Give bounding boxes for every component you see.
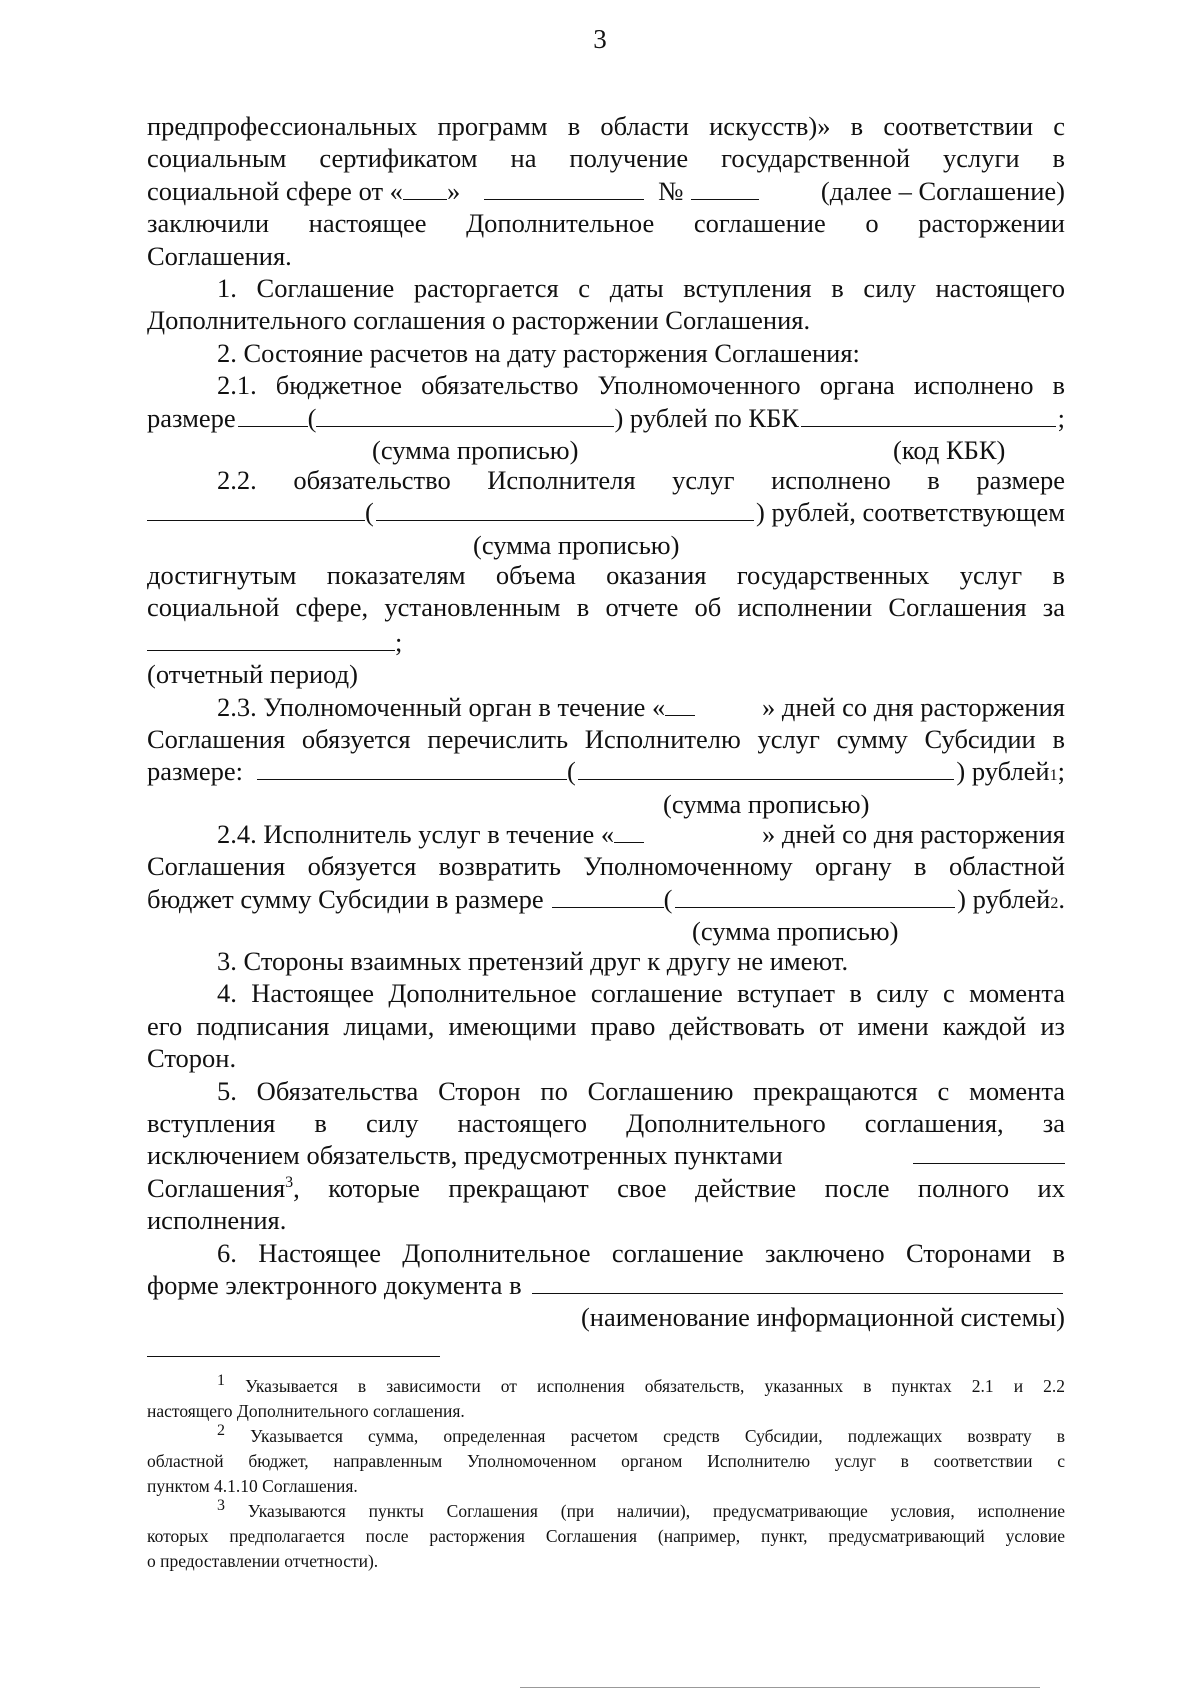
clause-2-3-caption bbox=[147, 788, 1065, 818]
clause-5-line-5: исполнения. bbox=[147, 1205, 287, 1236]
rubles-text: ) рублей bbox=[956, 756, 1050, 787]
amount-words-blank bbox=[578, 757, 955, 780]
footnote-2-text: Указывается сумма, определенная расчетом средств Субсидии, подлежащих возврату в bbox=[250, 1426, 1066, 1446]
date-prefix: социальной сфере от « bbox=[147, 175, 403, 206]
clause-2-4-caption bbox=[147, 915, 1065, 945]
open-paren: ( bbox=[365, 497, 374, 528]
clause-2-3-line-1 bbox=[147, 691, 1065, 723]
clause-3: 3. Стороны взаимных претензий друг к другу не имеют. bbox=[217, 945, 849, 976]
clause-5-line-4 bbox=[147, 1172, 1065, 1204]
clause-2-2-line-2 bbox=[147, 496, 1065, 528]
clause-4-line-2: его подписания лицами, имеющими право действовать от имени каждой из bbox=[147, 1010, 1065, 1041]
footnote-3-line-3: о предоставлении отчетности). bbox=[147, 1551, 379, 1571]
footnote-1-line-2: настоящего Дополнительного соглашения. bbox=[147, 1401, 465, 1421]
clause-2-4-text-a: 2.4. Исполнитель услуг в течение « bbox=[217, 818, 615, 849]
number-blank bbox=[691, 177, 759, 200]
open-paren: ( bbox=[307, 402, 317, 433]
intro-line-1: предпрофессиональных программ в области искусств)» в соответствии с bbox=[147, 111, 1065, 141]
period: . bbox=[1058, 883, 1065, 914]
clause-1-line-1: 1. Соглашение расторгается с даты вступления в силу настоящего bbox=[217, 273, 1065, 304]
clause-5-text-b: , которые прекращают свое действие после полного их bbox=[293, 1172, 1065, 1203]
clause-1-line-2: Дополнительного соглашения о расторжении Соглашения. bbox=[147, 305, 811, 336]
clause-2-1-captions bbox=[147, 434, 1065, 464]
clause-2-4-line-1 bbox=[147, 818, 1065, 850]
footnote-1-line-1 bbox=[147, 1374, 1065, 1399]
semicolon: ; bbox=[1057, 402, 1065, 433]
footnote-3-line-2: которых предполагается после расторжения Соглашения (например, пункт, предусматривающий условие bbox=[147, 1526, 1065, 1546]
reporting-period-blank bbox=[147, 628, 395, 651]
clause-2-2-line-1: 2.2. обязательство Исполнителя услуг исполнено в размере bbox=[217, 465, 1065, 496]
date-blank bbox=[484, 177, 644, 200]
intro-line-2: социальным сертификатом на получение государственной услуги в bbox=[147, 143, 1065, 174]
clause-5-line-3 bbox=[147, 1139, 1065, 1171]
page-bottom-rule bbox=[520, 1687, 1040, 1688]
amount-words-blank bbox=[316, 404, 614, 427]
clause-2-2-line-4: социальной сфере, установленным в отчете об исполнении Соглашения за bbox=[147, 592, 1065, 623]
hereinafter-text: (далее – Соглашение) bbox=[820, 175, 1065, 206]
rubles-kbk-text: ) рублей по КБК bbox=[614, 402, 799, 433]
amount-label: бюджет сумму Субсидии в размере bbox=[147, 883, 544, 914]
date-close-quote: » bbox=[446, 175, 461, 206]
clause-2-3-text-b: » дней со дня расторжения bbox=[761, 691, 1065, 722]
footnote-3-text: Указываются пункты Соглашения (при наличии), предусматривающие условия, исполнение bbox=[247, 1501, 1065, 1521]
footnote-1-number: 1 bbox=[217, 1372, 225, 1390]
kbk-blank bbox=[801, 404, 1056, 427]
amount-words-blank bbox=[675, 885, 956, 908]
clause-2-2-line-5 bbox=[147, 626, 1065, 658]
open-paren: ( bbox=[567, 756, 576, 787]
footnote-3-number: 3 bbox=[217, 1497, 225, 1515]
semicolon: ; bbox=[1057, 756, 1065, 787]
clause-2-1-line-2 bbox=[147, 402, 1065, 434]
caption-amount-words: (сумма прописью) bbox=[663, 788, 870, 819]
footnote-2-line-3: пунктом 4.1.10 Соглашения. bbox=[147, 1476, 358, 1496]
clause-6-text: форме электронного документа в bbox=[147, 1270, 522, 1300]
clause-5-line-1: 5. Обязательства Сторон по Соглашению прекращаются с момента bbox=[217, 1075, 1065, 1106]
rubles-text: ) рублей bbox=[957, 883, 1051, 914]
amount-blank bbox=[552, 885, 664, 908]
caption-amount-words: (сумма прописью) bbox=[473, 529, 680, 560]
clauses-blank bbox=[913, 1141, 1065, 1164]
footnote-3-line-1 bbox=[147, 1499, 1065, 1524]
caption-amount-words: (сумма прописью) bbox=[372, 435, 579, 466]
clause-2-2-line-3: достигнутым показателям объема оказания государственных услуг в bbox=[147, 559, 1065, 590]
amount-blank bbox=[238, 404, 308, 427]
clause-6-line-1: 6. Настоящее Дополнительное соглашение заключено Сторонами в bbox=[217, 1237, 1065, 1268]
amount-blank bbox=[257, 757, 567, 780]
clause-2-3-line-3: размере: ( ) рублей 1 ; bbox=[147, 756, 1065, 787]
clause-2-4-line-2: Соглашения обязуется возвратить Уполномоченному органу в областной bbox=[147, 851, 1065, 882]
clause-5-text: исключением обязательств, предусмотренных пунктами bbox=[147, 1140, 783, 1171]
clause-6-caption bbox=[147, 1301, 1065, 1331]
clause-5-text-a: Соглашения bbox=[147, 1172, 286, 1203]
amount-label: размере: bbox=[147, 756, 244, 787]
footnote-separator bbox=[147, 1356, 440, 1357]
days-blank bbox=[665, 693, 695, 716]
footnotes bbox=[147, 1374, 1065, 1574]
footnote-2-line-2: областной бюджет, направленным Уполномоченном органом Исполнителю услуг в соответствии с bbox=[147, 1451, 1065, 1471]
clause-4-line-3: Сторон. bbox=[147, 1043, 237, 1074]
clause-5-line-2: вступления в силу настоящего Дополнительного соглашения, за bbox=[147, 1107, 1065, 1138]
caption-amount-words: (сумма прописью) bbox=[692, 915, 899, 946]
rubles-corresponding-text: ) рублей, соответствующем bbox=[756, 497, 1065, 528]
number-sign: № bbox=[658, 175, 684, 206]
caption-kbk: (код КБК) bbox=[893, 435, 1006, 466]
intro-line-5: Соглашения. bbox=[147, 240, 292, 271]
footnote-2-number: 2 bbox=[217, 1422, 225, 1440]
clause-2-1-line-1: 2.1. бюджетное обязательство Уполномоченного органа исполнено в bbox=[217, 370, 1065, 401]
day-blank bbox=[403, 177, 447, 200]
clause-2-3-text-a: 2.3. Уполномоченный орган в течение « bbox=[217, 691, 666, 722]
amount-words-blank bbox=[376, 498, 754, 521]
days-blank bbox=[614, 820, 644, 843]
intro-line-4: заключили настоящее Дополнительное соглашение о расторжении bbox=[147, 208, 1065, 239]
clause-2-4-line-3: бюджет сумму Субсидии в размере ( ) рублей 2 . bbox=[147, 883, 1065, 914]
page-number: 3 bbox=[593, 24, 607, 54]
clause-2-3-line-2: Соглашения обязуется перечислить Исполнителю услуг сумму Субсидии в bbox=[147, 723, 1065, 754]
caption-information-system: (наименование информационной системы) bbox=[580, 1302, 1065, 1333]
semicolon: ; bbox=[395, 626, 403, 657]
clause-4-line-1: 4. Настоящее Дополнительное соглашение вступает в силу с момента bbox=[217, 978, 1065, 1009]
footnote-2-line-1 bbox=[147, 1424, 1065, 1449]
clause-2: 2. Состояние расчетов на дату расторжения Соглашения: bbox=[217, 337, 860, 368]
open-paren: ( bbox=[663, 883, 673, 914]
footnote-1-text: Указывается в зависимости от исполнения обязательств, указанных в пунктах 2.1 и 2.2 bbox=[245, 1376, 1065, 1396]
footnote-ref-3[interactable]: 3 bbox=[285, 1173, 294, 1191]
document-body bbox=[147, 110, 1065, 1331]
amount-label: размере bbox=[147, 402, 236, 433]
intro-line-3 bbox=[147, 175, 1065, 207]
amount-blank bbox=[147, 498, 365, 521]
clause-2-4-text-b: » дней со дня расторжения bbox=[761, 818, 1065, 849]
information-system-blank bbox=[532, 1271, 1063, 1294]
clause-2-2-caption bbox=[147, 529, 1065, 559]
caption-reporting-period: (отчетный период) bbox=[147, 659, 358, 690]
clause-6-line-2 bbox=[147, 1269, 1065, 1301]
